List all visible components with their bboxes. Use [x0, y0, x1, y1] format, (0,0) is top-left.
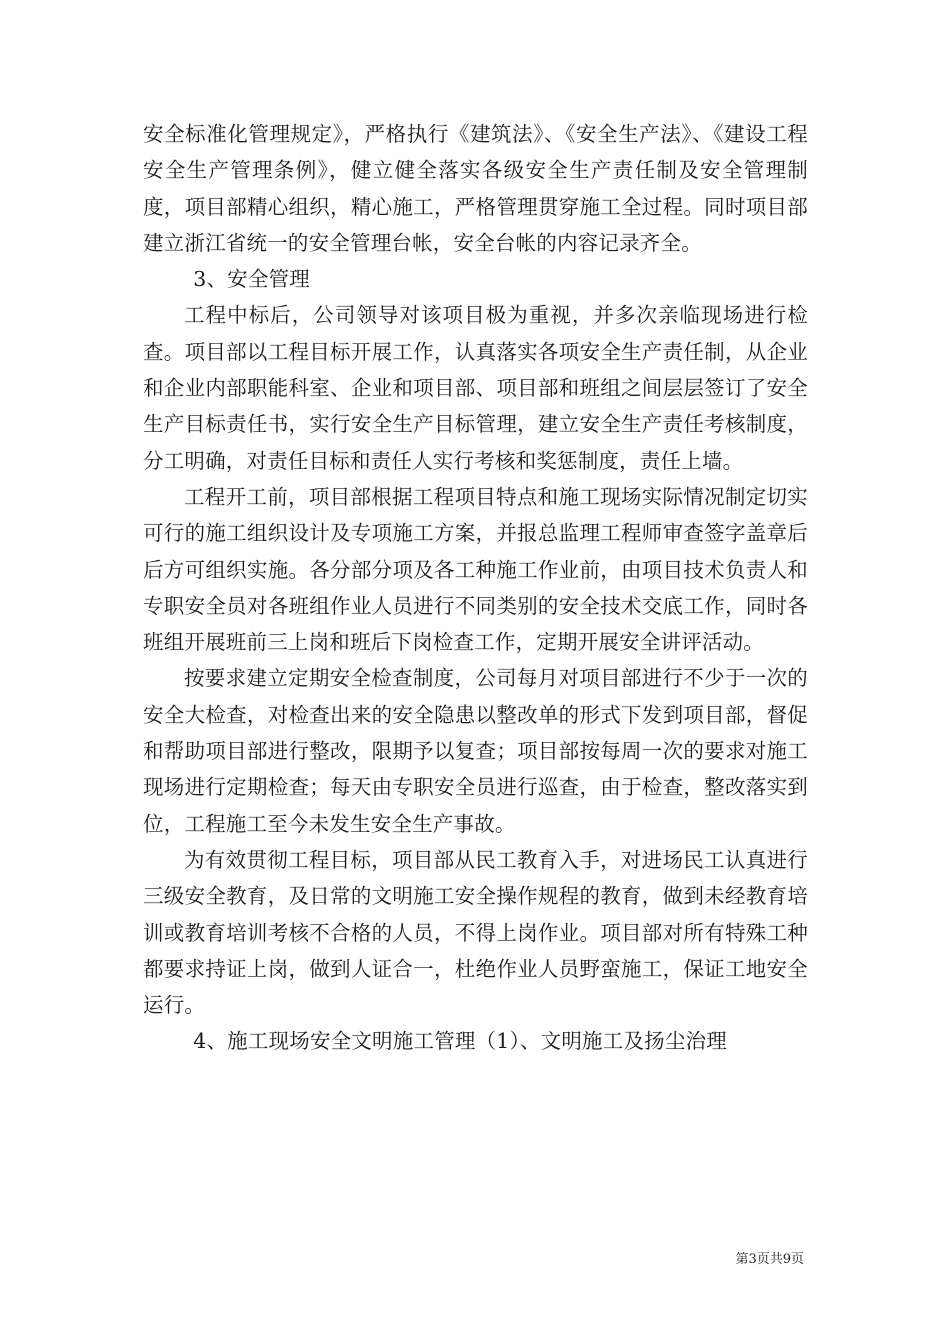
paragraph-safety-regulations-continued: 安全标准化管理规定》，严格执行《建筑法》、《安全生产法》、《建设工程安全生产管理条例》，健立健全落实各级安全生产责任制及安全管理制度，项目部精心组织，精心施工，严格管理贯穿施工全过程。同时项目部建立浙江省统一的安全管理台帐，安全台帐的内容记录齐全。 [143, 122, 808, 255]
paragraph-construction-plan: 工程开工前，项目部根据工程项目特点和施工现场实际情况制定切实可行的施工组织设计及专项施工方案，并报总监理工程师审查签字盖章后后方可组织实施。各分部分项及各工种施工作业前，由项目技术负责人和专职安全员对各班组作业人员进行不同类别的安全技术交底工作，同时各班组开展班前三上岗和班后下岗检查工作，定期开展安全讲评活动。 [143, 484, 808, 655]
page-number: 第3页共9页 [735, 1252, 804, 1267]
paragraph-safety-inspection: 按要求建立定期安全检查制度，公司每月对项目部进行不少于一次的安全大检查，对检查出来的安全隐患以整改单的形式下发到项目部，督促和帮助项目部进行整改，限期予以复查；项目部按每周一次的要求对施工现场进行定期检查；每天由专职安全员进行巡查，由于检查，整改落实到位，工程施工至今未发生安全生产事故。 [143, 666, 808, 836]
section-heading-site-civilized-construction: 4、施工现场安全文明施工管理（1）、文明施工及扬尘治理 [193, 1029, 727, 1054]
paragraph-worker-education: 为有效贯彻工程目标，项目部从民工教育入手，对进场民工认真进行三级安全教育，及日常的文明施工安全操作规程的教育，做到未经教育培训或教育培训考核不合格的人员，不得上岗作业。项目部对所有特殊工种都要求持证上岗，做到人证合一，杜绝作业人员野蛮施工，保证工地安全运行。 [143, 847, 808, 1018]
paragraph-target-responsibility: 工程中标后，公司领导对该项目极为重视，并多次亲临现场进行检查。项目部以工程目标开展工作，认真落实各项安全生产责任制，从企业和企业内部职能科室、企业和项目部、项目部和班组之间层层签订了安全生产目标责任书，实行安全生产目标管理，建立安全生产责任考核制度，分工明确，对责任目标和责任人实行考核和奖惩制度，责任上墙。 [143, 303, 808, 473]
document-body [143, 116, 808, 1060]
section-heading-safety-management: 3、安全管理 [193, 267, 310, 292]
